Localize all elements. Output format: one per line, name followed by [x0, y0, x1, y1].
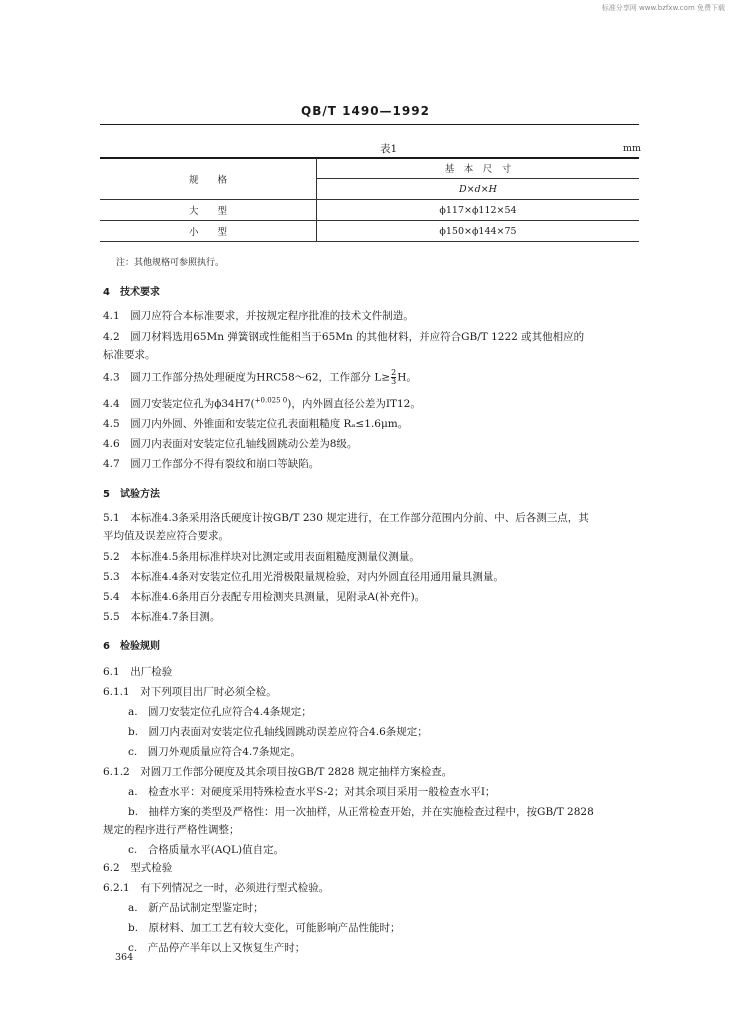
table-cell-size: ϕ117×ϕ112×54 [317, 200, 640, 221]
table-header-size-sub: D×d×H [317, 179, 640, 200]
clause-5-3: 5.3 本标准4.4条对安装定位孔用光滑极限量规检验，对内外圆直径用通用量具测量。 [103, 571, 504, 583]
clause-4-6: 4.6 圆刀内表面对安装定位孔轴线圆跳动公差为8级。 [103, 438, 358, 450]
clause-6-1-2: 6.1.2 对圆刀工作部分硬度及其余项目按GB/T 2828 规定抽样方案检查。 [103, 766, 453, 778]
table-header-spec: 规 格 [100, 158, 317, 200]
table-caption: 表1 [380, 143, 398, 155]
table-cell-spec: 大 型 [100, 200, 317, 221]
list-item: a. 圆刀安装定位孔应符合4.4条规定； [128, 706, 312, 718]
clause-4-7: 4.7 圆刀工作部分不得有裂纹和崩口等缺陷。 [103, 458, 320, 470]
section-6-heading: 6 检验规则 [103, 641, 160, 652]
list-item: a. 检查水平：对硬度采用特殊检查水平S-2；对其余项目采用一般检查水平Ⅰ； [128, 786, 496, 798]
list-item: b. 抽样方案的类型及严格性：用一次抽样，从正常检查开始，并在实施检查过程中，按GB/T 2828 [128, 806, 594, 818]
list-item: a. 新产品试制定型鉴定时； [128, 902, 264, 914]
table-cell-spec: 小 型 [100, 221, 317, 242]
clause-6-2: 6.2 型式检验 [103, 862, 173, 874]
clause-6-1-1: 6.1.1 对下列项目出厂时必须全检。 [103, 686, 277, 698]
list-item-cont: 规定的程序进行严格性调整； [103, 824, 240, 836]
page-number: 364 [115, 952, 134, 963]
clause-5-5: 5.5 本标准4.7条目测。 [103, 611, 221, 623]
table-row [100, 200, 639, 221]
section-4-heading: 4 技术要求 [103, 287, 160, 298]
clause-4-3-tail: H。 [397, 371, 417, 384]
clause-4-5: 4.5 圆刀内外圆、外锥面和安装定位孔表面粗糙度 Rₐ≤1.6μm。 [103, 418, 409, 430]
list-item: c. 合格质量水平(AQL)值自定。 [128, 844, 285, 856]
clause-6-1: 6.1 出厂检验 [103, 666, 173, 678]
fraction-denominator: 3 [391, 377, 397, 386]
fraction-numerator: 2 [391, 368, 397, 377]
header-rule [100, 124, 639, 125]
clause-5-1: 5.1 本标准4.3条采用洛氏硬度计按GB/T 230 规定进行，在工作部分范围内分前、中、后各测三点，其 [103, 512, 589, 524]
list-item: b. 原材料、加工工艺有较大变化，可能影响产品性能时； [128, 922, 401, 934]
clause-4-4 [103, 396, 421, 411]
tolerance-value: +0.025 0 [254, 396, 288, 405]
list-item: b. 圆刀内表面对安装定位孔轴线圆跳动误差应符合4.6条规定； [128, 726, 428, 738]
watermark-text: 标准分享网 www.bzfxw.com 免费下载 [601, 4, 725, 12]
clause-4-4-text: 4.4 圆刀安装定位孔为ϕ34H7( [103, 398, 255, 410]
table-row [100, 221, 639, 242]
clause-5-1-cont: 平均值及误差应符合要求。 [103, 530, 229, 542]
table-cell-size: ϕ150×ϕ144×75 [317, 221, 640, 242]
clause-5-2: 5.2 本标准4.5条用标准样块对比测定或用表面粗糙度测量仪测量。 [103, 551, 420, 563]
table-note: 注：其他规格可参照执行。 [116, 258, 225, 268]
table-unit: mm [623, 143, 642, 154]
clause-6-2-1: 6.2.1 有下列情况之一时，必须进行型式检验。 [103, 882, 330, 894]
clause-4-3-text: 4.3 圆刀工作部分热处理硬度为HRC58～62，工作部分 L≥ [103, 371, 391, 384]
clause-4-3 [103, 369, 417, 386]
section-5-heading: 5 试验方法 [103, 489, 160, 500]
clause-5-4: 5.4 本标准4.6条用百分表配专用检测夹具测量，见附录A(补充件)。 [103, 591, 426, 603]
list-item: c. 圆刀外观质量应符合4.7条规定。 [128, 746, 301, 758]
table-header-size: 基 本 尺 寸 [317, 158, 640, 179]
clause-4-4-tail: )，内外圆直径公差为IT12。 [287, 398, 421, 410]
clause-4-2: 4.2 圆刀材料选用65Mn 弹簧钢或性能相当于65Mn 的其他材料，并应符合GB/T 1222 或其他相应的 [103, 331, 585, 343]
dimension-table [100, 158, 639, 242]
fraction-two-thirds [391, 369, 396, 386]
standard-number-header: QB/T 1490—1992 [301, 104, 430, 118]
clause-4-1: 4.1 圆刀应符合本标准要求，并按规定程序批准的技术文件制造。 [103, 310, 414, 322]
clause-4-2-cont: 标准要求。 [103, 349, 156, 361]
list-item: c. 产品停产半年以上又恢复生产时； [128, 942, 306, 954]
